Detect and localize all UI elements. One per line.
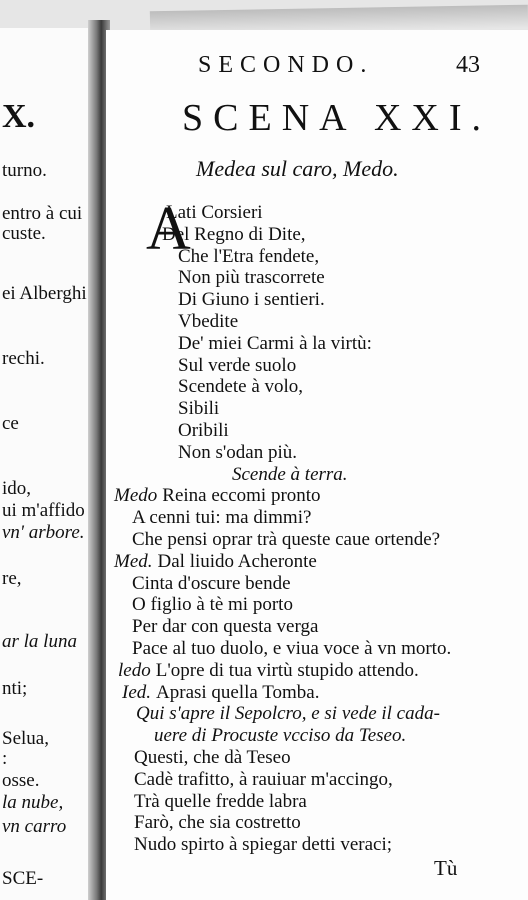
- left-page-line: la nube,: [2, 792, 64, 813]
- verse-text: Scendete à volo,: [178, 376, 304, 398]
- verse-text: O figlio à tè mi porto: [132, 594, 293, 616]
- verse-line: [132, 529, 440, 551]
- left-page-line: :: [2, 748, 8, 769]
- drop-cap: A: [146, 195, 191, 263]
- verse-line: [178, 267, 325, 289]
- verse-line: [132, 507, 311, 529]
- verse-line-with-speaker: [114, 551, 317, 573]
- verse-line: [134, 834, 392, 856]
- verse-text: Che pensi oprar trà queste caue ortende?: [132, 529, 441, 550]
- verse-line: [134, 747, 291, 769]
- left-page-line: Selua,: [2, 728, 49, 749]
- left-page-line: vn' arbore.: [2, 522, 85, 543]
- left-page-line: entro à cui: [2, 203, 83, 224]
- verse-text: Scende à terra.: [232, 463, 348, 485]
- left-page-line: ei Alberghi: [2, 283, 87, 304]
- left-page-line: turno.: [2, 160, 47, 181]
- verse-text: L'opre di tua virtù stupido attendo.: [155, 659, 419, 681]
- verse-text: Sibili: [178, 398, 220, 420]
- left-page-line: ar la luna: [2, 631, 77, 652]
- verse-text: Sul verde suolo: [178, 354, 297, 376]
- verse-line: [178, 311, 238, 333]
- speaker-label: Medo: [114, 485, 158, 507]
- verse-line: [178, 442, 297, 464]
- left-page-line: SCE-: [2, 868, 44, 889]
- verse-line: [132, 616, 318, 638]
- verse-text: Qui s'apre il Sepolcro, e si vede il cada-: [136, 703, 440, 725]
- verse-text: Di Giuno i sentieri.: [178, 289, 325, 311]
- verse-text: A cenni tui: ma dimmi?: [132, 507, 312, 529]
- verse-text: Che l'Etra fendete,: [178, 245, 320, 267]
- left-page-line: vn carro: [2, 816, 67, 837]
- speaker-label: ledo: [118, 659, 151, 681]
- verse-line: [178, 355, 296, 377]
- verse-text: Non s'odan più.: [178, 441, 298, 463]
- scene-title: SCENA XXI.: [182, 97, 492, 139]
- character-list: Medea sul caro, Medo.: [196, 156, 399, 181]
- verse-line: [178, 420, 229, 442]
- verse-text: Del Regno di Dite,: [162, 223, 306, 245]
- verse-line-with-speaker: [118, 660, 419, 682]
- verse-line: [134, 769, 393, 791]
- left-page-line: rechi.: [2, 348, 45, 369]
- verse-line: [162, 224, 306, 246]
- verse-line-with-speaker: [122, 682, 320, 704]
- verse-line: [132, 594, 293, 616]
- verse-text: Farò, che sia costretto: [134, 812, 301, 834]
- catchword: Tù: [434, 856, 458, 880]
- verse-text: Vbedite: [178, 311, 239, 332]
- verse-line: [154, 725, 406, 747]
- verse-line: [132, 573, 291, 595]
- left-page-line: ido,: [2, 478, 32, 499]
- verse-text: Cinta d'oscure bende: [132, 572, 291, 594]
- verse-text: Aprasi quella Tomba.: [156, 681, 320, 703]
- left-page-line: osse.: [2, 770, 40, 791]
- verse-text: Per dar con questa verga: [132, 616, 319, 638]
- verse-text: Lati Corsieri: [166, 202, 263, 223]
- left-page-header: X.: [2, 98, 36, 135]
- verse-line: [136, 703, 440, 725]
- verse-line: [132, 638, 451, 660]
- verse-line: [178, 333, 372, 355]
- verse-text: Nudo spirto à spiegar detti veraci;: [134, 834, 393, 856]
- verse-line: [178, 398, 219, 420]
- verse-text: Trà quelle fredde labra: [134, 790, 307, 812]
- left-page: [0, 28, 93, 900]
- verse-text: Non più trascorrete: [178, 267, 325, 289]
- verse-text: Dal liuido Acheronte: [157, 550, 317, 572]
- verse-line: [134, 791, 307, 813]
- verse-text: De' miei Carmi à la virtù:: [178, 332, 372, 354]
- speaker-label: Ied.: [122, 681, 152, 703]
- verse-text: Oribili: [178, 420, 229, 441]
- left-page-line: ui m'affido: [2, 500, 85, 521]
- verse-line: [134, 812, 301, 834]
- verse-text: Reina eccomi pronto: [162, 485, 321, 507]
- verse-line-with-speaker: [114, 485, 321, 507]
- verse-line: [166, 202, 263, 224]
- verse-text: Pace al tuo duolo, e viua voce à vn morto.: [132, 638, 452, 659]
- speaker-label: Med.: [114, 550, 153, 572]
- verse-line: [178, 376, 303, 398]
- verse-line: [178, 289, 325, 311]
- running-header: SECONDO.: [198, 52, 374, 78]
- verse-text: uere di Procuste vcciso da Teseo.: [154, 725, 407, 747]
- verse-line: [178, 246, 319, 268]
- verse-line: [232, 464, 348, 486]
- verse-text: Questi, che dà Teseo: [134, 747, 291, 768]
- verse-text: Cadè trafitto, à rauiuar m'accingo,: [134, 768, 393, 790]
- left-page-line: re,: [2, 568, 22, 589]
- left-page-line: custe.: [2, 223, 46, 244]
- page-number: 43: [456, 52, 480, 78]
- left-page-line: ce: [2, 413, 19, 434]
- left-page-line: nti;: [2, 678, 28, 699]
- right-page: [106, 30, 528, 900]
